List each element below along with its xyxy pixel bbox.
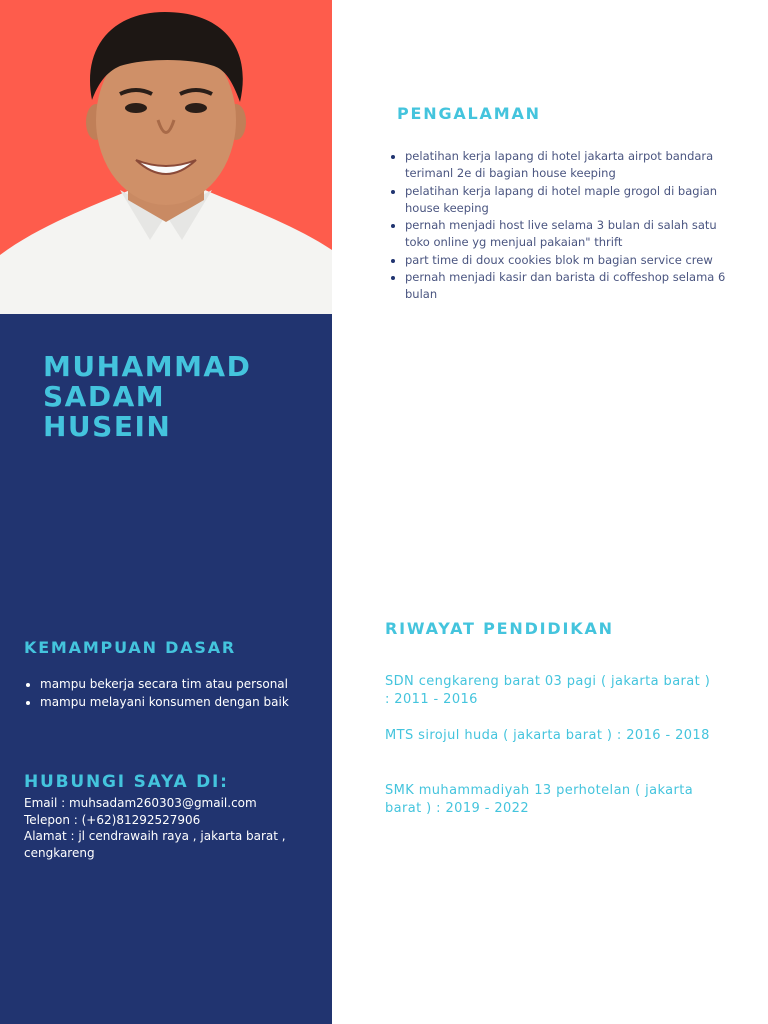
- skills-heading: KEMAMPUAN DASAR: [24, 638, 237, 657]
- sidebar: [0, 0, 332, 1024]
- contact-block: [24, 795, 304, 861]
- experience-item: • pernah menjadi kasir dan barista di coffeshop selama 6 bulan: [405, 269, 745, 304]
- experience-heading: PENGALAMAN: [397, 104, 541, 123]
- skill-item: • mampu bekerja secara tim atau personal: [40, 676, 290, 693]
- contact-heading: HUBUNGI SAYA DI:: [24, 772, 229, 792]
- skills-list: [24, 676, 290, 711]
- contact-email: Email : muhsadam260303@gmail.com: [24, 796, 257, 810]
- education-item: SDN cengkareng barat 03 pagi ( jakarta barat ) : 2011 - 2016: [385, 674, 711, 707]
- contact-address: Alamat : jl cendrawaih raya , jakarta barat , cengkareng: [24, 829, 286, 860]
- education-item: MTS sirojul huda ( jakarta barat ) : 2016 - 2018: [385, 728, 710, 743]
- experience-item: • pelatihan kerja lapang di hotel maple grogol di bagian house keeping: [405, 183, 745, 218]
- experience-list: [389, 148, 745, 304]
- name-line: MUHAMMAD: [43, 350, 252, 383]
- person-name: [43, 352, 323, 442]
- profile-photo: [0, 0, 332, 314]
- education-heading: RIWAYAT PENDIDIKAN: [385, 619, 614, 638]
- name-line: SADAM: [43, 380, 166, 413]
- experience-item: • pernah menjadi host live selama 3 bulan di salah satu toko online yg menjual pakaian" thrift: [405, 217, 745, 252]
- experience-item: • part time di doux cookies blok m bagian service crew: [405, 252, 745, 269]
- contact-phone: Telepon : (+62)81292527906: [24, 812, 201, 827]
- experience-item: • pelatihan kerja lapang di hotel jakarta airpot bandara terimanl 2e di bagian house keeping: [405, 148, 745, 183]
- education-item: SMK muhammadiyah 13 perhotelan ( jakarta barat ) : 2019 - 2022: [385, 783, 694, 816]
- name-line: HUSEIN: [43, 410, 172, 443]
- skill-item: • mampu melayani konsumen dengan baik: [40, 694, 290, 711]
